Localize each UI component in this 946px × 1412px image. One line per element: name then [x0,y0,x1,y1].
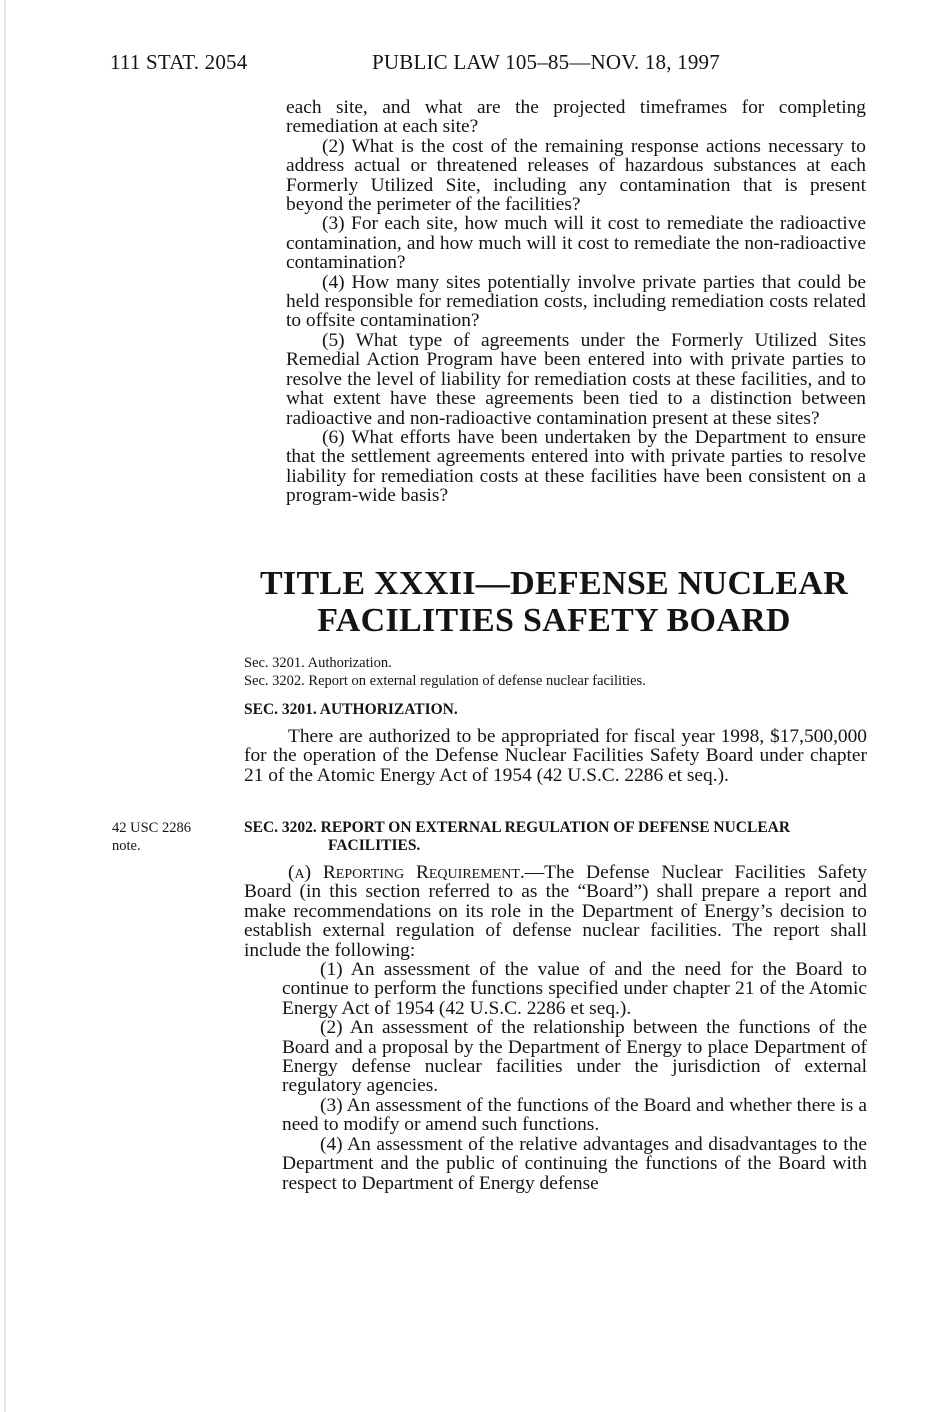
running-header [0,50,946,80]
section-3201-body [244,727,867,785]
toc-item: Sec. 3202. Report on external regulation of defense nuclear facilities. [244,673,646,689]
section-3202-heading-line-1: SEC. 3202. REPORT ON EXTERNAL REGULATION OF DEFENSE NUCLEAR [244,819,791,836]
continued-questions [286,98,866,506]
public-law-citation: PUBLIC LAW 105–85—NOV. 18, 1997 [372,50,720,74]
section-3201-heading: SEC. 3201. AUTHORIZATION. [244,701,458,718]
section-3201-text: There are authorized to be appropriated for fiscal year 1998, $17,500,000 for the operation of the Defense Nuclear Facilities Safety Board under chapter 21 of the Atomic Energy Act of 1954 (42 U.S.C. 2286 et seq.). [244,726,867,786]
subsection-a-text: —The Defense Nuclear Facilities Safety Board (in this section referred to as the “Board”) shall prepare a report and make recommendations on its role in the Department of Energy’s decision to establish external regulation of defense nuclear facilities. The report shall include the following: [244,862,867,961]
question-5: (5) What type of agreements under the Formerly Utilized Sites Remedial Action Program have been entered into with private parties to resolve the level of liability for remediation costs at these facilities, and to what extent have these agreements been tied to a distinction between radioactive and non-radioactive contamination present at these sites? [286,329,866,429]
table-of-contents [244,654,864,690]
margin-note [112,819,191,855]
title-line-1: TITLE XXXII—DEFENSE NUCLEAR [259,565,849,602]
title-line-2: FACILITIES SAFETY BOARD [317,602,791,639]
question-3: (3) For each site, how much will it cost to remediate the radioactive contamination, and how much will it cost to remediate the non-radioactive contamination? [286,213,866,274]
page-edge [4,0,6,1412]
question-4: (4) How many sites potentially involve private parties that could be held responsible for remediation costs, including remediation costs related to offsite contamination? [286,271,866,332]
subsection-a [244,863,867,960]
paragraph-4: (4) An assessment of the relative advantages and disadvantages to the Department and the public of continuing the functions of the Board with respect to Department of Energy defense [282,1133,867,1194]
subsection-a-label: (a) Reporting Requirement. [288,862,525,883]
question-continuation: each site, and what are the projected timeframes for completing remediation at each site? [286,97,866,138]
paragraph-1: (1) An assessment of the value of and the need for the Board to continue to perform the functions specified under chapter 21 of the Atomic Energy Act of 1954 (42 U.S.C. 2286 et seq.). [282,959,867,1019]
margin-note-citation: 42 USC 2286 [112,820,191,836]
question-2: (2) What is the cost of the remaining response actions necessary to address actual or threatened releases of hazardous substances at each Formerly Utilized Site, including any contamination that is present beyond the perimeter of the facilities? [286,135,866,216]
section-3202-body [244,863,867,1193]
question-6: (6) What efforts have been undertaken by the Department to ensure that the settlement agreements entered into with private parties to resolve liability for remediation costs at these facilities have been consistent on a program-wide basis? [286,426,866,507]
toc-item: Sec. 3201. Authorization. [244,655,392,671]
margin-note-label: note. [112,838,141,854]
title-heading [250,565,858,639]
paragraph-2: (2) An assessment of the relationship between the functions of the Board and a proposal by the Department of Energy to place Department of Energy defense nuclear facilities under the jurisdiction of external regulatory agencies. [282,1017,867,1097]
paragraph-3: (3) An assessment of the functions of the Board and whether there is a need to modify or amend such functions. [282,1094,867,1136]
section-3202-heading [244,819,874,855]
section-3202-heading-line-2: FACILITIES. [328,837,421,854]
statute-page-number: 111 STAT. 2054 [110,50,248,74]
